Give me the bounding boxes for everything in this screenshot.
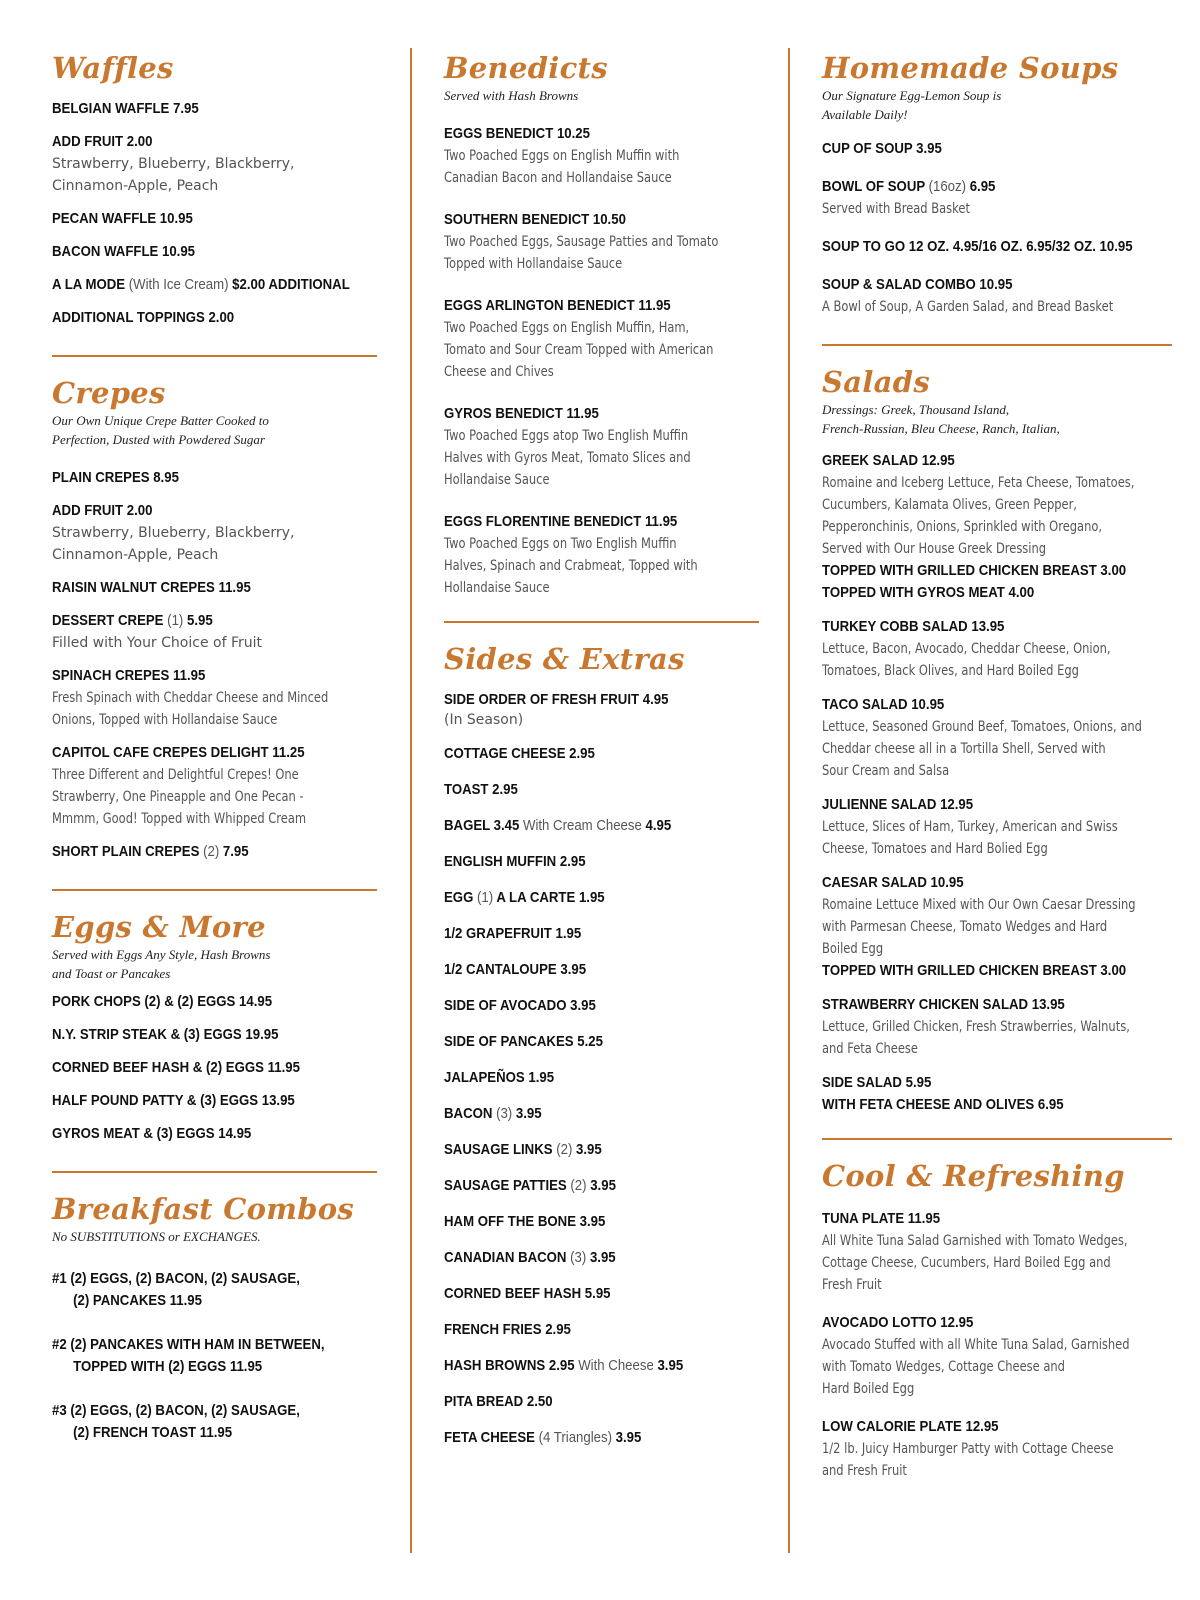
menu-item: DESSERT CREPE (1) 5.95 Filled with Your Choice of Fruit bbox=[52, 612, 262, 651]
menu-item: LOW CALORIE PLATE 12.95 1/2 lb. Juicy Hamburger Patty with Cottage Cheese and Fresh Fruit bbox=[822, 1418, 1114, 1479]
section-title-crepes: Crepes bbox=[52, 376, 166, 410]
menu-item: 1/2 CANTALOUPE 3.95 bbox=[444, 961, 587, 978]
salads-section bbox=[822, 366, 1172, 1116]
section-title-benedicts: Benedicts bbox=[444, 51, 608, 85]
menu-item: GYROS BENEDICT 11.95 Two Poached Eggs atop Two English Muffin Halves with Gyros Meat, Tomato Slices and Hollandaise Sauce bbox=[444, 405, 691, 488]
section-title-sides-extras: Sides & Extras bbox=[444, 642, 685, 676]
menu-item: BACON WAFFLE 10.95 bbox=[52, 243, 196, 260]
menu-item: N.Y. STRIP STEAK & (3) EGGS 19.95 bbox=[52, 1026, 279, 1043]
section-title-salads: Salads bbox=[822, 365, 930, 399]
menu-item: GYROS MEAT & (3) EGGS 14.95 bbox=[52, 1125, 252, 1142]
sides-extras-section bbox=[444, 643, 759, 1449]
cool-refreshing-section bbox=[822, 1160, 1172, 1482]
menu-item: SHORT PLAIN CREPES (2) 7.95 bbox=[52, 843, 249, 860]
menu-item: EGGS ARLINGTON BENEDICT 11.95 Two Poached Eggs on English Muffin, Ham, Tomato and Sour Cream Topped with American Cheese and Chives bbox=[444, 297, 714, 380]
menu-item: BAGEL 3.45 With Cream Cheese 4.95 bbox=[444, 817, 672, 834]
section-divider bbox=[52, 1171, 377, 1173]
menu-item: TUNA PLATE 11.95 All White Tuna Salad Garnished with Tomato Wedges, Cottage Cheese, Cucumbers, Hard Boiled Egg and Fresh Fruit bbox=[822, 1210, 1128, 1293]
section-subtitle: Our Own Unique Crepe Batter Cooked to Perfection, Dusted with Powdered Sugar bbox=[52, 413, 269, 447]
menu-item: JALAPEÑOS 1.95 bbox=[444, 1069, 555, 1086]
menu-item: CANADIAN BACON (3) 3.95 bbox=[444, 1249, 616, 1266]
menu-item: TACO SALAD 10.95 Lettuce, Seasoned Ground Beef, Tomatoes, Onions, and Cheddar cheese all in a Tortilla Shell, Served with Sour Cream and Salsa bbox=[822, 696, 1142, 779]
menu-item: HAM OFF THE BONE 3.95 bbox=[444, 1213, 606, 1230]
section-divider bbox=[444, 621, 759, 623]
menu-item: TOAST 2.95 bbox=[444, 781, 518, 798]
salads-list bbox=[822, 450, 1172, 1116]
menu-item: ADD FRUIT 2.00 Strawberry, Blueberry, Blackberry, Cinnamon-Apple, Peach bbox=[52, 502, 295, 563]
menu-item: CUP OF SOUP 3.95 bbox=[822, 140, 942, 157]
section-title-eggs-more: Eggs & More bbox=[52, 910, 266, 944]
menu-item: RAISIN WALNUT CREPES 11.95 bbox=[52, 579, 251, 596]
section-subtitle: Our Signature Egg-Lemon Soup is Available Daily! bbox=[822, 88, 1002, 122]
menu-item: SIDE ORDER OF FRESH FRUIT 4.95 (In Season) bbox=[444, 691, 669, 728]
section-subtitle: Dressings: Greek, Thousand Island, French-Russian, Bleu Cheese, Ranch, Italian, bbox=[822, 402, 1060, 436]
menu-item: EGGS FLORENTINE BENEDICT 11.95 Two Poached Eggs on Two English Muffin Halves, Spinach and Crabmeat, Topped with Hollandaise Sauce bbox=[444, 513, 698, 596]
menu-item: CAESAR SALAD 10.95 Romaine Lettuce Mixed with Our Own Caesar Dressing with Parmesan Cheese, Tomato Wedges and Hard Boiled Egg TOPPED WITH GRILLED CHICKEN BREAST 3.00 bbox=[822, 874, 1136, 979]
menu-item: BACON (3) 3.95 bbox=[444, 1105, 542, 1122]
section-subtitle: Served with Hash Browns bbox=[444, 88, 579, 103]
crepes-section bbox=[52, 377, 377, 863]
column-divider-right bbox=[788, 48, 790, 1553]
section-title-homemade-soups: Homemade Soups bbox=[822, 51, 1119, 85]
combo-item: #1 (2) EGGS, (2) BACON, (2) SAUSAGE, (2) PANCAKES 11.95 bbox=[52, 1270, 300, 1309]
breakfast-combos-section bbox=[52, 1193, 377, 1444]
combo-item: #3 (2) EGGS, (2) BACON, (2) SAUSAGE, (2) FRENCH TOAST 11.95 bbox=[52, 1402, 300, 1441]
menu-item: 1/2 GRAPEFRUIT 1.95 bbox=[444, 925, 582, 942]
menu-item: SOUP & SALAD COMBO 10.95 A Bowl of Soup, A Garden Salad, and Bread Basket bbox=[822, 276, 1114, 315]
menu-item: ADD FRUIT 2.00 Strawberry, Blueberry, Blackberry, Cinnamon-Apple, Peach bbox=[52, 133, 295, 194]
section-divider bbox=[52, 355, 377, 357]
section-divider bbox=[822, 344, 1172, 346]
menu-item: GREEK SALAD 12.95 Romaine and Iceberg Lettuce, Feta Cheese, Tomatoes, Cucumbers, Kalamata Olives, Green Pepper, Pepperonchinis, Onions, Sprinkled with Oregano, Served with Our House Greek Dressing TOPPED WITH GRILLED CHICKEN BREAST 3.00 TOPPED WITH GYROS MEAT 4.00 bbox=[822, 452, 1135, 601]
menu-item: FRENCH FRIES 2.95 bbox=[444, 1321, 571, 1338]
section-divider bbox=[822, 1138, 1172, 1140]
menu-item: SIDE SALAD 5.95 WITH FETA CHEESE AND OLIVES 6.95 bbox=[822, 1074, 1064, 1113]
menu-item: BOWL OF SOUP (16oz) 6.95 Served with Bread Basket bbox=[822, 178, 996, 217]
menu-item: CORNED BEEF HASH 5.95 bbox=[444, 1285, 611, 1302]
homemade-soups-section bbox=[822, 52, 1172, 318]
waffles-section bbox=[52, 52, 377, 329]
menu-item: SOUTHERN BENEDICT 10.50 Two Poached Eggs, Sausage Patties and Tomato Topped with Hollandaise Sauce bbox=[444, 211, 719, 272]
menu-item: CAPITOL CAFE CREPES DELIGHT 11.25 Three Different and Delightful Crepes! One Strawberry, One Pineapple and One Pecan - Mmmm, Good! Topped with Whipped Cream bbox=[52, 744, 307, 827]
menu-item: EGG (1) A LA CARTE 1.95 bbox=[444, 889, 605, 906]
menu-item: A LA MODE (With Ice Cream) $2.00 ADDITIONAL bbox=[52, 276, 350, 293]
menu-item: SAUSAGE PATTIES (2) 3.95 bbox=[444, 1177, 616, 1194]
section-subtitle: Served with Eggs Any Style, Hash Browns and Toast or Pancakes bbox=[52, 947, 271, 981]
menu-item: STRAWBERRY CHICKEN SALAD 13.95 Lettuce, Grilled Chicken, Fresh Strawberries, Walnuts, and Feta Cheese bbox=[822, 996, 1130, 1057]
soups-list bbox=[822, 138, 1172, 318]
eggs-more-section bbox=[52, 911, 377, 1145]
menu-item: PITA BREAD 2.50 bbox=[444, 1393, 553, 1410]
menu-column-right bbox=[822, 52, 1172, 1482]
menu-item: SAUSAGE LINKS (2) 3.95 bbox=[444, 1141, 602, 1158]
menu-item: EGGS BENEDICT 10.25 Two Poached Eggs on English Muffin with Canadian Bacon and Hollandaise Sauce bbox=[444, 125, 680, 186]
section-subtitle: No SUBSTITUTIONS or EXCHANGES. bbox=[52, 1229, 261, 1244]
menu-item: JULIENNE SALAD 12.95 Lettuce, Slices of Ham, Turkey, American and Swiss Cheese, Tomatoes and Hard Bolied Egg bbox=[822, 796, 1118, 857]
menu-item: AVOCADO LOTTO 12.95 Avocado Stuffed with all White Tuna Salad, Garnished with Tomato Wedges, Cottage Cheese and Hard Boiled Egg bbox=[822, 1314, 1130, 1397]
menu-item: SIDE OF AVOCADO 3.95 bbox=[444, 997, 596, 1014]
menu-item: PECAN WAFFLE 10.95 bbox=[52, 210, 193, 227]
benedicts-section bbox=[444, 52, 759, 599]
menu-column-left bbox=[52, 52, 377, 1444]
menu-item: CORNED BEEF HASH & (2) EGGS 11.95 bbox=[52, 1059, 300, 1076]
section-title-cool-refreshing: Cool & Refreshing bbox=[822, 1159, 1125, 1193]
menu-item: SIDE OF PANCAKES 5.25 bbox=[444, 1033, 603, 1050]
menu-item: COTTAGE CHEESE 2.95 bbox=[444, 745, 595, 762]
menu-item: BELGIAN WAFFLE 7.95 bbox=[52, 100, 199, 117]
section-title-waffles: Waffles bbox=[52, 51, 174, 85]
column-divider-left bbox=[410, 48, 412, 1553]
sides-list bbox=[444, 689, 759, 1449]
menu-item: PLAIN CREPES 8.95 bbox=[52, 469, 179, 486]
section-divider bbox=[52, 889, 377, 891]
menu-item: SPINACH CREPES 11.95 Fresh Spinach with Cheddar Cheese and Minced Onions, Topped with Hollandaise Sauce bbox=[52, 667, 329, 728]
menu-item: ADDITIONAL TOPPINGS 2.00 bbox=[52, 309, 235, 326]
menu-item: ENGLISH MUFFIN 2.95 bbox=[444, 853, 586, 870]
combo-item: #2 (2) PANCAKES WITH HAM IN BETWEEN, TOPPED WITH (2) EGGS 11.95 bbox=[52, 1336, 325, 1375]
menu-column-middle bbox=[444, 52, 759, 1449]
menu-item: FETA CHEESE (4 Triangles) 3.95 bbox=[444, 1429, 642, 1446]
menu-item: HASH BROWNS 2.95 With Cheese 3.95 bbox=[444, 1357, 684, 1374]
cool-list bbox=[822, 1208, 1172, 1482]
section-title-breakfast-combos: Breakfast Combos bbox=[52, 1192, 355, 1226]
menu-item: HALF POUND PATTY & (3) EGGS 13.95 bbox=[52, 1092, 295, 1109]
menu-item: SOUP TO GO 12 OZ. 4.95/16 OZ. 6.95/32 OZ. 10.95 bbox=[822, 238, 1133, 255]
menu-item: TURKEY COBB SALAD 13.95 Lettuce, Bacon, Avocado, Cheddar Cheese, Onion, Tomatoes, Black Olives, and Hard Boiled Egg bbox=[822, 618, 1111, 679]
menu-item: PORK CHOPS (2) & (2) EGGS 14.95 bbox=[52, 993, 273, 1010]
